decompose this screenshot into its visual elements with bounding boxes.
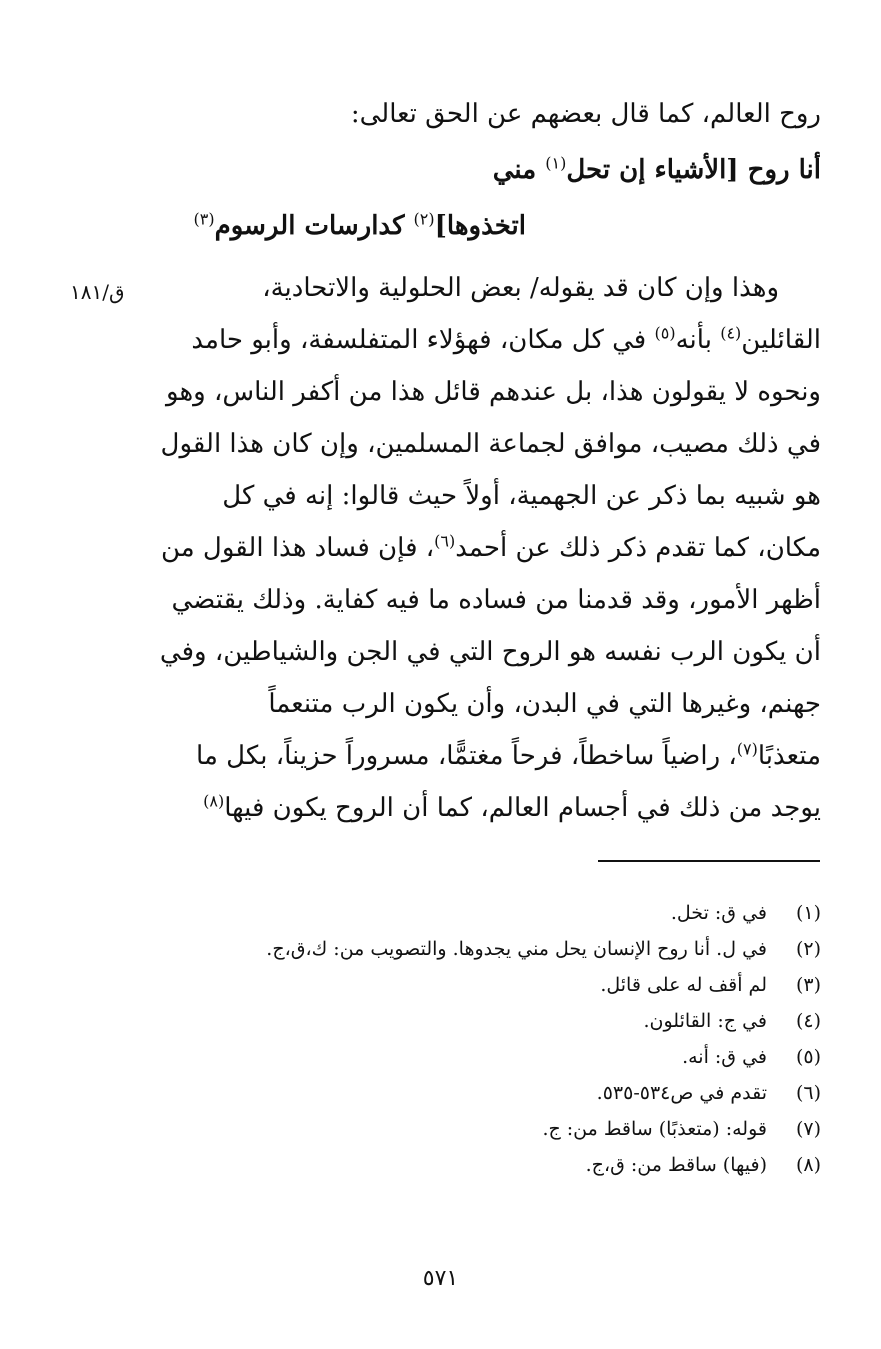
footnote-divider bbox=[598, 860, 820, 862]
body-line-2: وهذا وإن كان قد يقوله/ بعض الحلولية والاتحادية، bbox=[262, 273, 779, 303]
footnote-number: (١) bbox=[795, 902, 821, 924]
footnote-item bbox=[121, 1147, 821, 1183]
footnote-number: (٧) bbox=[795, 1118, 821, 1140]
body-line-12: يوجد من ذلك في أجسام العالم، كما أن الروح يكون فيها$^{(٨)}$ bbox=[203, 791, 821, 823]
body-line-11: متعذبًا$^{(٧)}$، راضياً ساخطاً، فرحاً مغتمًّا، مسروراً حزيناً، بكل ما bbox=[196, 739, 821, 771]
footnote-ref: (٤) bbox=[720, 323, 742, 343]
footnote-item bbox=[121, 1111, 821, 1147]
footnote-text: (فيها) ساقط من: ق،ج. bbox=[585, 1154, 767, 1176]
footnote-number: (٢) bbox=[795, 938, 821, 960]
footnote-text: تقدم في ص٥٣٤-٥٣٥. bbox=[596, 1082, 767, 1104]
footnote-ref: (٣) bbox=[193, 209, 215, 229]
body-line-5: في ذلك مصيب، موافق لجماعة المسلمين، وإن كان هذا القول bbox=[160, 429, 821, 459]
footnote-number: (٨) bbox=[795, 1154, 821, 1176]
page-number: ٥٧١ bbox=[422, 1266, 459, 1291]
footnote-text: في ج: القائلون. bbox=[643, 1010, 767, 1032]
footnote-number: (٤) bbox=[795, 1010, 821, 1032]
body-line-3: القائلين$^{(٤)}$ بأنه$^{(٥)}$ في كل مكان، فهؤلاء المتفلسفة، وأبو حامد bbox=[191, 323, 821, 355]
footnote-ref: (٦) bbox=[434, 531, 456, 551]
footnote-text: لم أقف له على قائل. bbox=[600, 974, 767, 996]
body-line-9: أن يكون الرب نفسه هو الروح التي في الجن والشياطين، وفي bbox=[159, 637, 821, 667]
footnote-item bbox=[121, 967, 821, 1003]
footnote-item bbox=[121, 931, 821, 967]
footnote-ref: (١) bbox=[545, 153, 567, 173]
body-line-1: روح العالم، كما قال بعضهم عن الحق تعالى: bbox=[350, 99, 821, 129]
footnote-text: في ق: أنه. bbox=[682, 1046, 767, 1068]
footnote-text: قوله: (متعذبًا) ساقط من: ج. bbox=[542, 1118, 767, 1140]
body-line-6: هو شبيه بما ذكر عن الجهمية، أولاً حيث قالوا: إنه في كل bbox=[222, 481, 821, 511]
footnote-ref: (٥) bbox=[654, 323, 676, 343]
body-line-8: أظهر الأمور، وقد قدمنا من فساده ما فيه كفاية. وذلك يقتضي bbox=[171, 585, 821, 615]
footnote-item bbox=[121, 895, 821, 931]
footnote-number: (٥) bbox=[795, 1046, 821, 1068]
footnote-number: (٦) bbox=[795, 1082, 821, 1104]
footnote-ref: (٨) bbox=[203, 791, 225, 811]
footnote-item bbox=[121, 1075, 821, 1111]
body-line-7: مكان، كما تقدم ذكر ذلك عن أحمد$^{(٦)}$، فإن فساد هذا القول من bbox=[160, 531, 821, 563]
footnote-ref: (٧) bbox=[736, 739, 758, 759]
footnote-text: في ل. أنا روح الإنسان يحل مني يجدوها. والتصويب من: ك،ق،ج. bbox=[266, 938, 767, 960]
verse-line-2: اتخذوها]$^{(٢)}$ كدارسات الرسوم$^{(٣)}$ bbox=[193, 209, 526, 241]
verse-line-1: أنا روح [الأشياء إن تحل$^{(١)}$ مني bbox=[492, 153, 821, 185]
footnote-item bbox=[121, 1003, 821, 1039]
footnote-item bbox=[121, 1039, 821, 1075]
footnote-ref: (٢) bbox=[413, 209, 435, 229]
footnote-number: (٣) bbox=[795, 974, 821, 996]
footnotes-list bbox=[121, 895, 821, 1183]
footnote-text: في ق: تخل. bbox=[670, 902, 767, 924]
body-line-10: جهنم، وغيرها التي في البدن، وأن يكون الرب متنعماً bbox=[268, 689, 821, 719]
body-line-4: ونحوه لا يقولون هذا، بل عندهم قائل هذا من أكفر الناس، وهو bbox=[166, 377, 821, 407]
manuscript-folio-note: ق/١٨١ bbox=[70, 280, 125, 304]
